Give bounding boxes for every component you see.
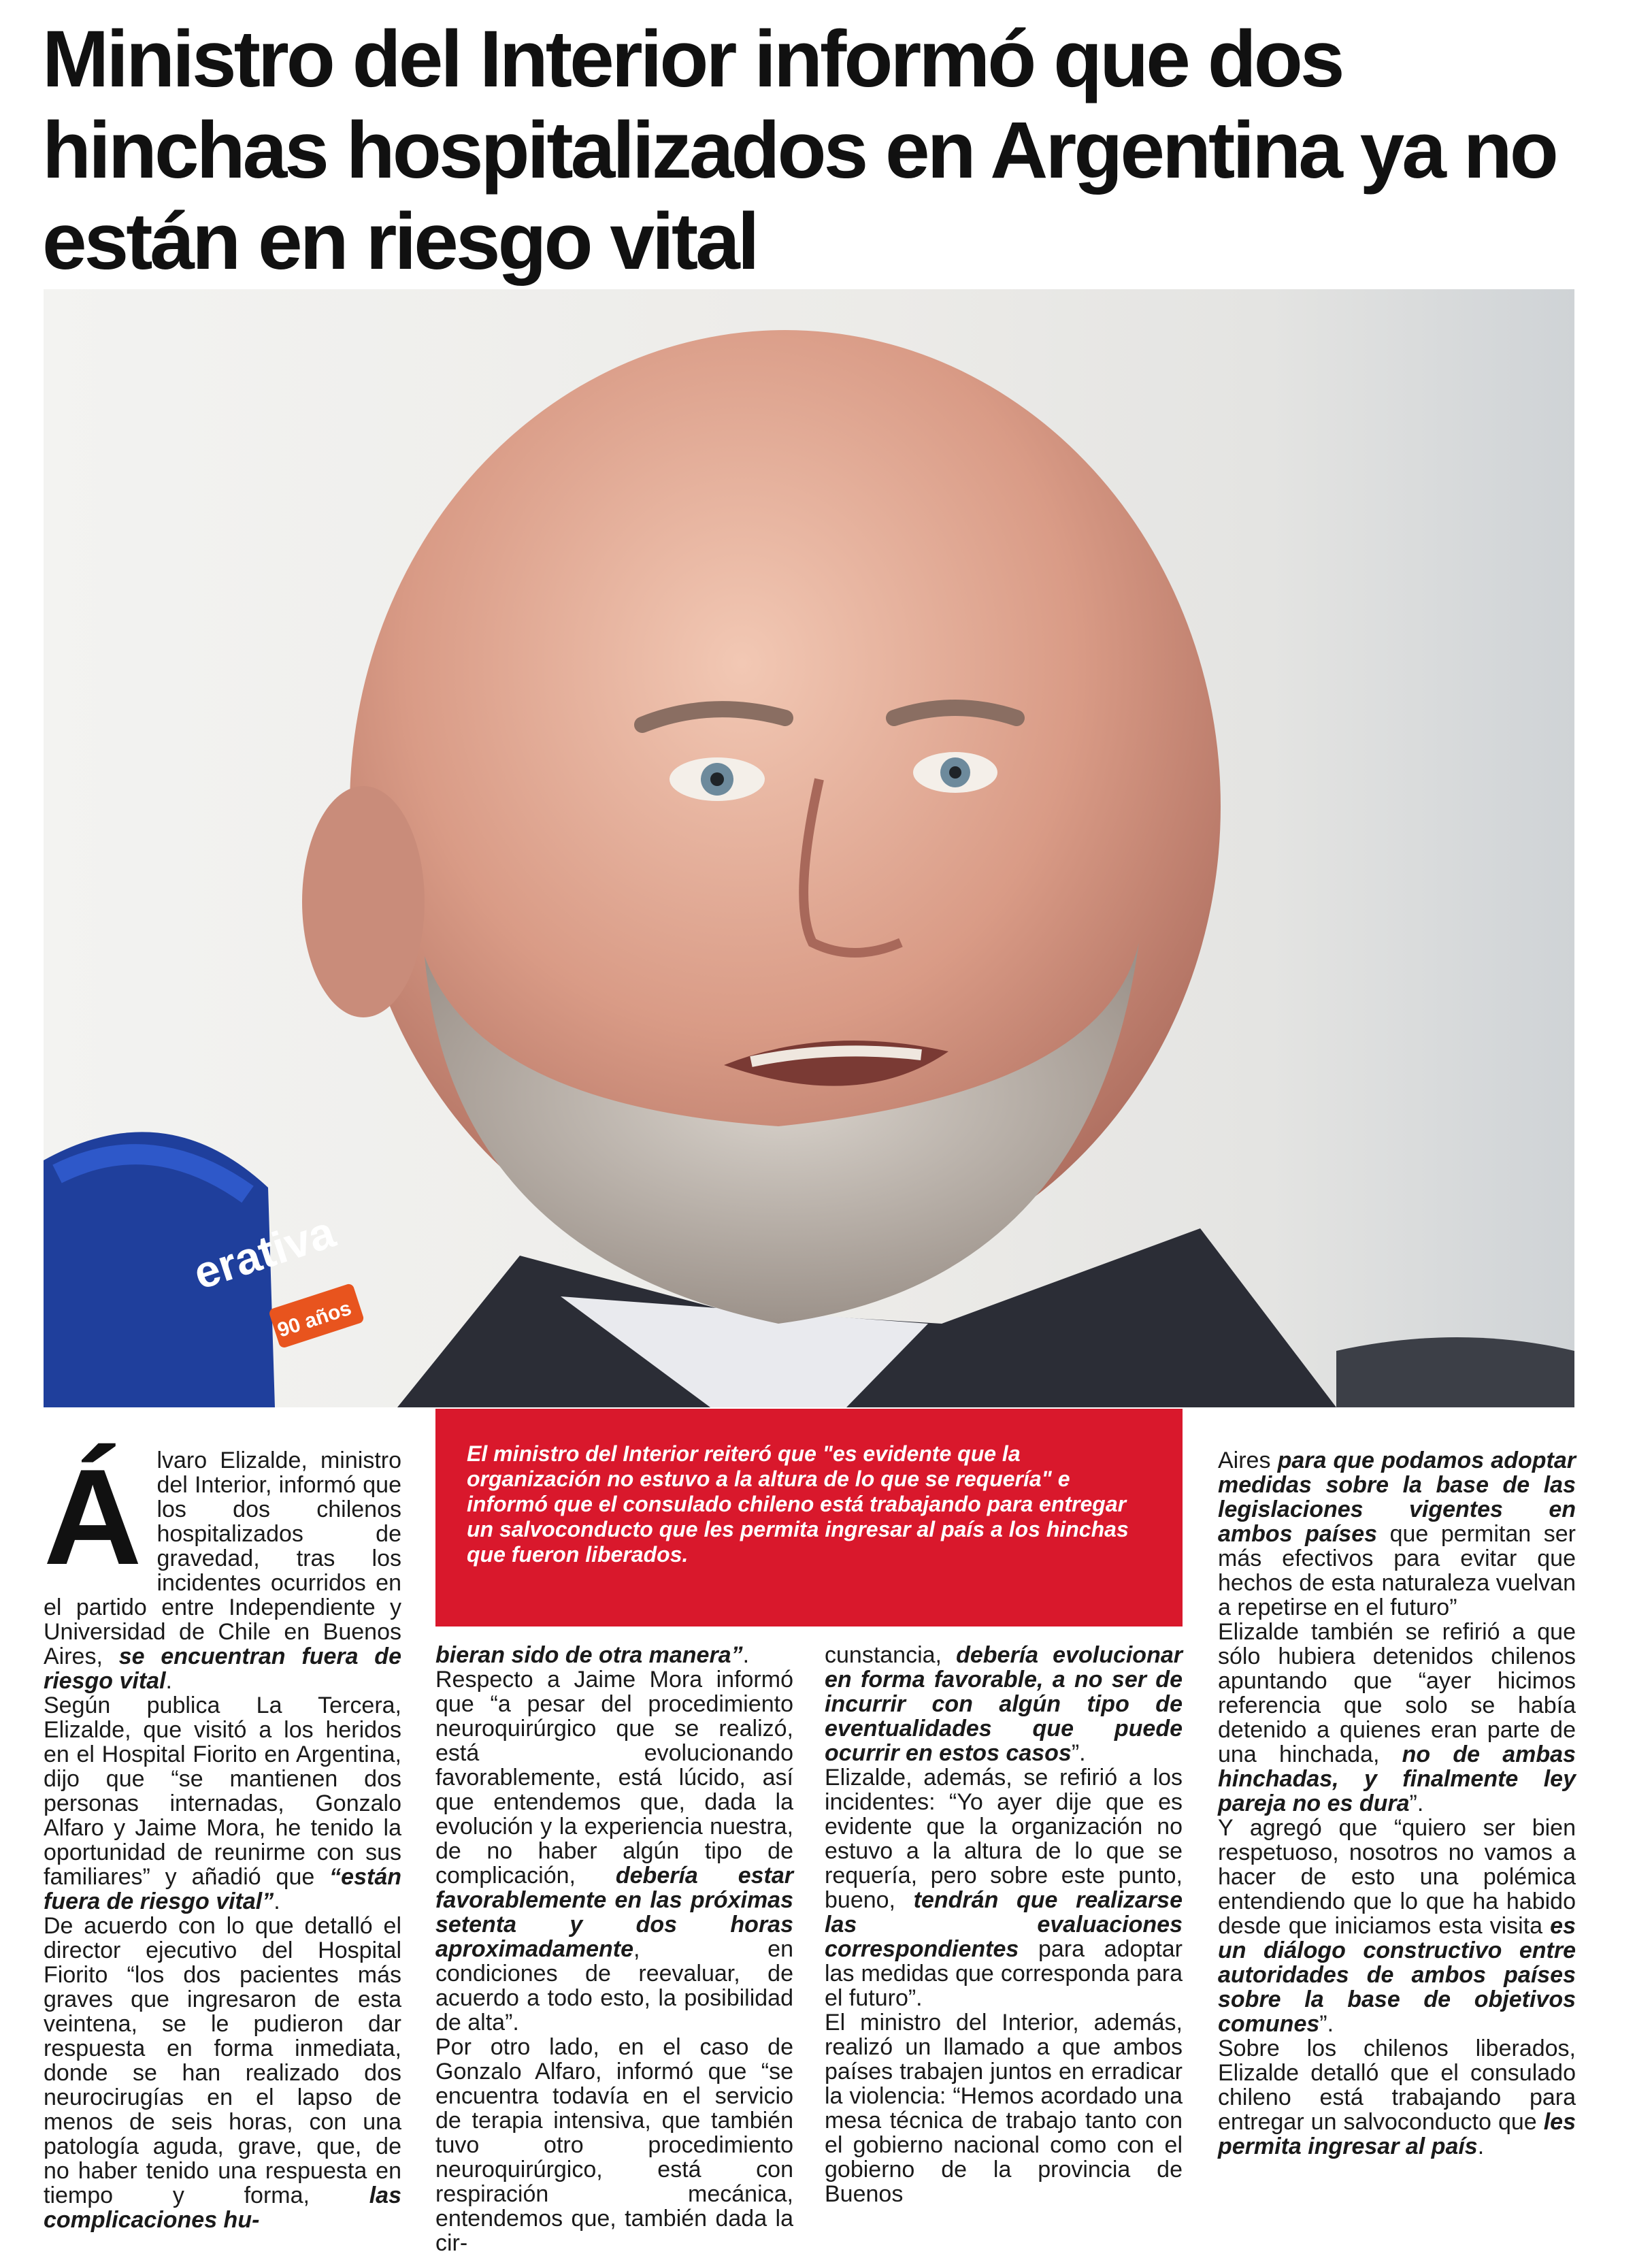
article-column-1: [44, 1441, 401, 2233]
drop-cap: Á: [44, 1441, 142, 1593]
paragraph: Y agregó que “quiero ser bien respetuoso, nosotros no vamos a hacer de esto una polémica entendiendo que lo que ha habido desde que iniciamos esta visita es un diálogo constructivo entre autoridades de ambos países sobre la base de objetivos comunes”.: [1218, 1815, 1576, 2037]
paragraph: Álvaro Elizalde, ministro del Interior, informó que los dos chilenos hospitalizados de gravedad, tras los incidentes ocurridos en el partido entre Independiente y Universidad de Chile en Buenos Aires, se encuentran fuera de riesgo vital.: [44, 1441, 401, 1694]
paragraph: De acuerdo con lo que detalló el director ejecutivo del Hospital Fiorito “los dos pacientes más graves que ingresaron de esta veintena, se le pudieron dar respuesta en forma inmediata, donde se han realizado dos neurocirugías en el lapso de menos de seis horas, con una patología aguda, grave, que, de no haber tenido una respuesta en tiempo y forma, las complicaciones hu-: [44, 1913, 401, 2233]
paragraph: Elizalde también se refirió a que sólo hubiera detenidos chilenos apuntando que “ayer hicimos referencia que solo se había detenido a quienes eran parte de una hinchada, no de ambas hinchadas, y finalmente ley pareja no es dura”.: [1218, 1619, 1576, 1816]
paragraph: Elizalde, además, se refirió a los incidentes: “Yo ayer dije que es evidente que la organización no estuvo a la altura de lo que se requería, pero sobre este punto, bueno, tendrán que realizarse las evaluaciones correspondientes para adoptar las medidas que corresponda para el futuro”.: [825, 1765, 1183, 2011]
paragraph: bieran sido de otra manera”.: [435, 1642, 750, 1668]
paragraph: Respecto a Jaime Mora informó que “a pesar del procedimiento neuroquirúrgico que se realizó, está evolucionando favorablemente, está lúcido, así que entendemos que, dada la evolución y la experiencia nuestra, de no haber algún tipo de complicación, debería estar favorablemente en las próximas setenta y dos horas aproximadamente, en condiciones de reevaluar, de acuerdo a todo esto, la posibilidad de alta”.: [435, 1667, 793, 2036]
pull-quote-text: El ministro del Interior reiteró que "es evidente que la organización no estuvo a la altura de lo que se requería" e informó que el consulado chileno está trabajando para entregar un salvoconducto que les permita ingresar al país a los hinchas que fueron liberados.: [467, 1441, 1129, 1567]
portrait-illustration: [44, 289, 1574, 1407]
press-photo: [44, 289, 1574, 1407]
paragraph: cunstancia, debería evolucionar en forma favorable, a no ser de incurrir con algún tipo de eventualidades que puede ocurrir en estos casos”.: [825, 1642, 1183, 1766]
mic-badge-text: 90 años: [274, 1296, 354, 1342]
article-column-2: [435, 1643, 793, 2255]
mic-brand-text: erativa: [187, 1206, 341, 1299]
paragraph: El ministro del Interior, además, realizó un llamado a que ambos países trabajen juntos en erradicar la violencia: “Hemos acordado una mesa técnica de trabajo tanto con el gobierno nacional como con el gobierno de la provincia de Buenos: [825, 2010, 1183, 2207]
pull-quote-box: [435, 1409, 1183, 1626]
paragraph: Según publica La Tercera, Elizalde, que visitó a los heridos en el Hospital Fiorito en Argentina, dijo que “se mantienen dos personas internadas, Gonzalo Alfaro y Jaime Mora, he tenido la oportunidad de reunirme con sus familiares” y añadió que “están fuera de riesgo vital”.: [44, 1693, 401, 1914]
article-column-4: [1218, 1448, 1576, 2159]
article-column-3: [825, 1643, 1183, 2206]
headline: Ministro del Interior informó que dos hinchas hospitalizados en Argentina ya no están en riesgo vital: [42, 14, 1556, 287]
paragraph: Aires para que podamos adoptar medidas sobre la base de las legislaciones vigentes en ambos países que permitan ser más efectivos para evitar que hechos de esta naturaleza vuelvan a repetirse en el futuro”: [1218, 1448, 1576, 1620]
paragraph: Sobre los chilenos liberados, Elizalde detalló que el consulado chileno está trabajando para entregar un salvoconducto que les permita ingresar al país.: [1218, 2036, 1576, 2159]
paragraph: Por otro lado, en el caso de Gonzalo Alfaro, informó que “se encuentra todavía en el servicio de terapia intensiva, que también tuvo otro procedimiento neuroquirúrgico, está con respiración mecánica, entendemos que, también dada la cir-: [435, 2034, 793, 2256]
